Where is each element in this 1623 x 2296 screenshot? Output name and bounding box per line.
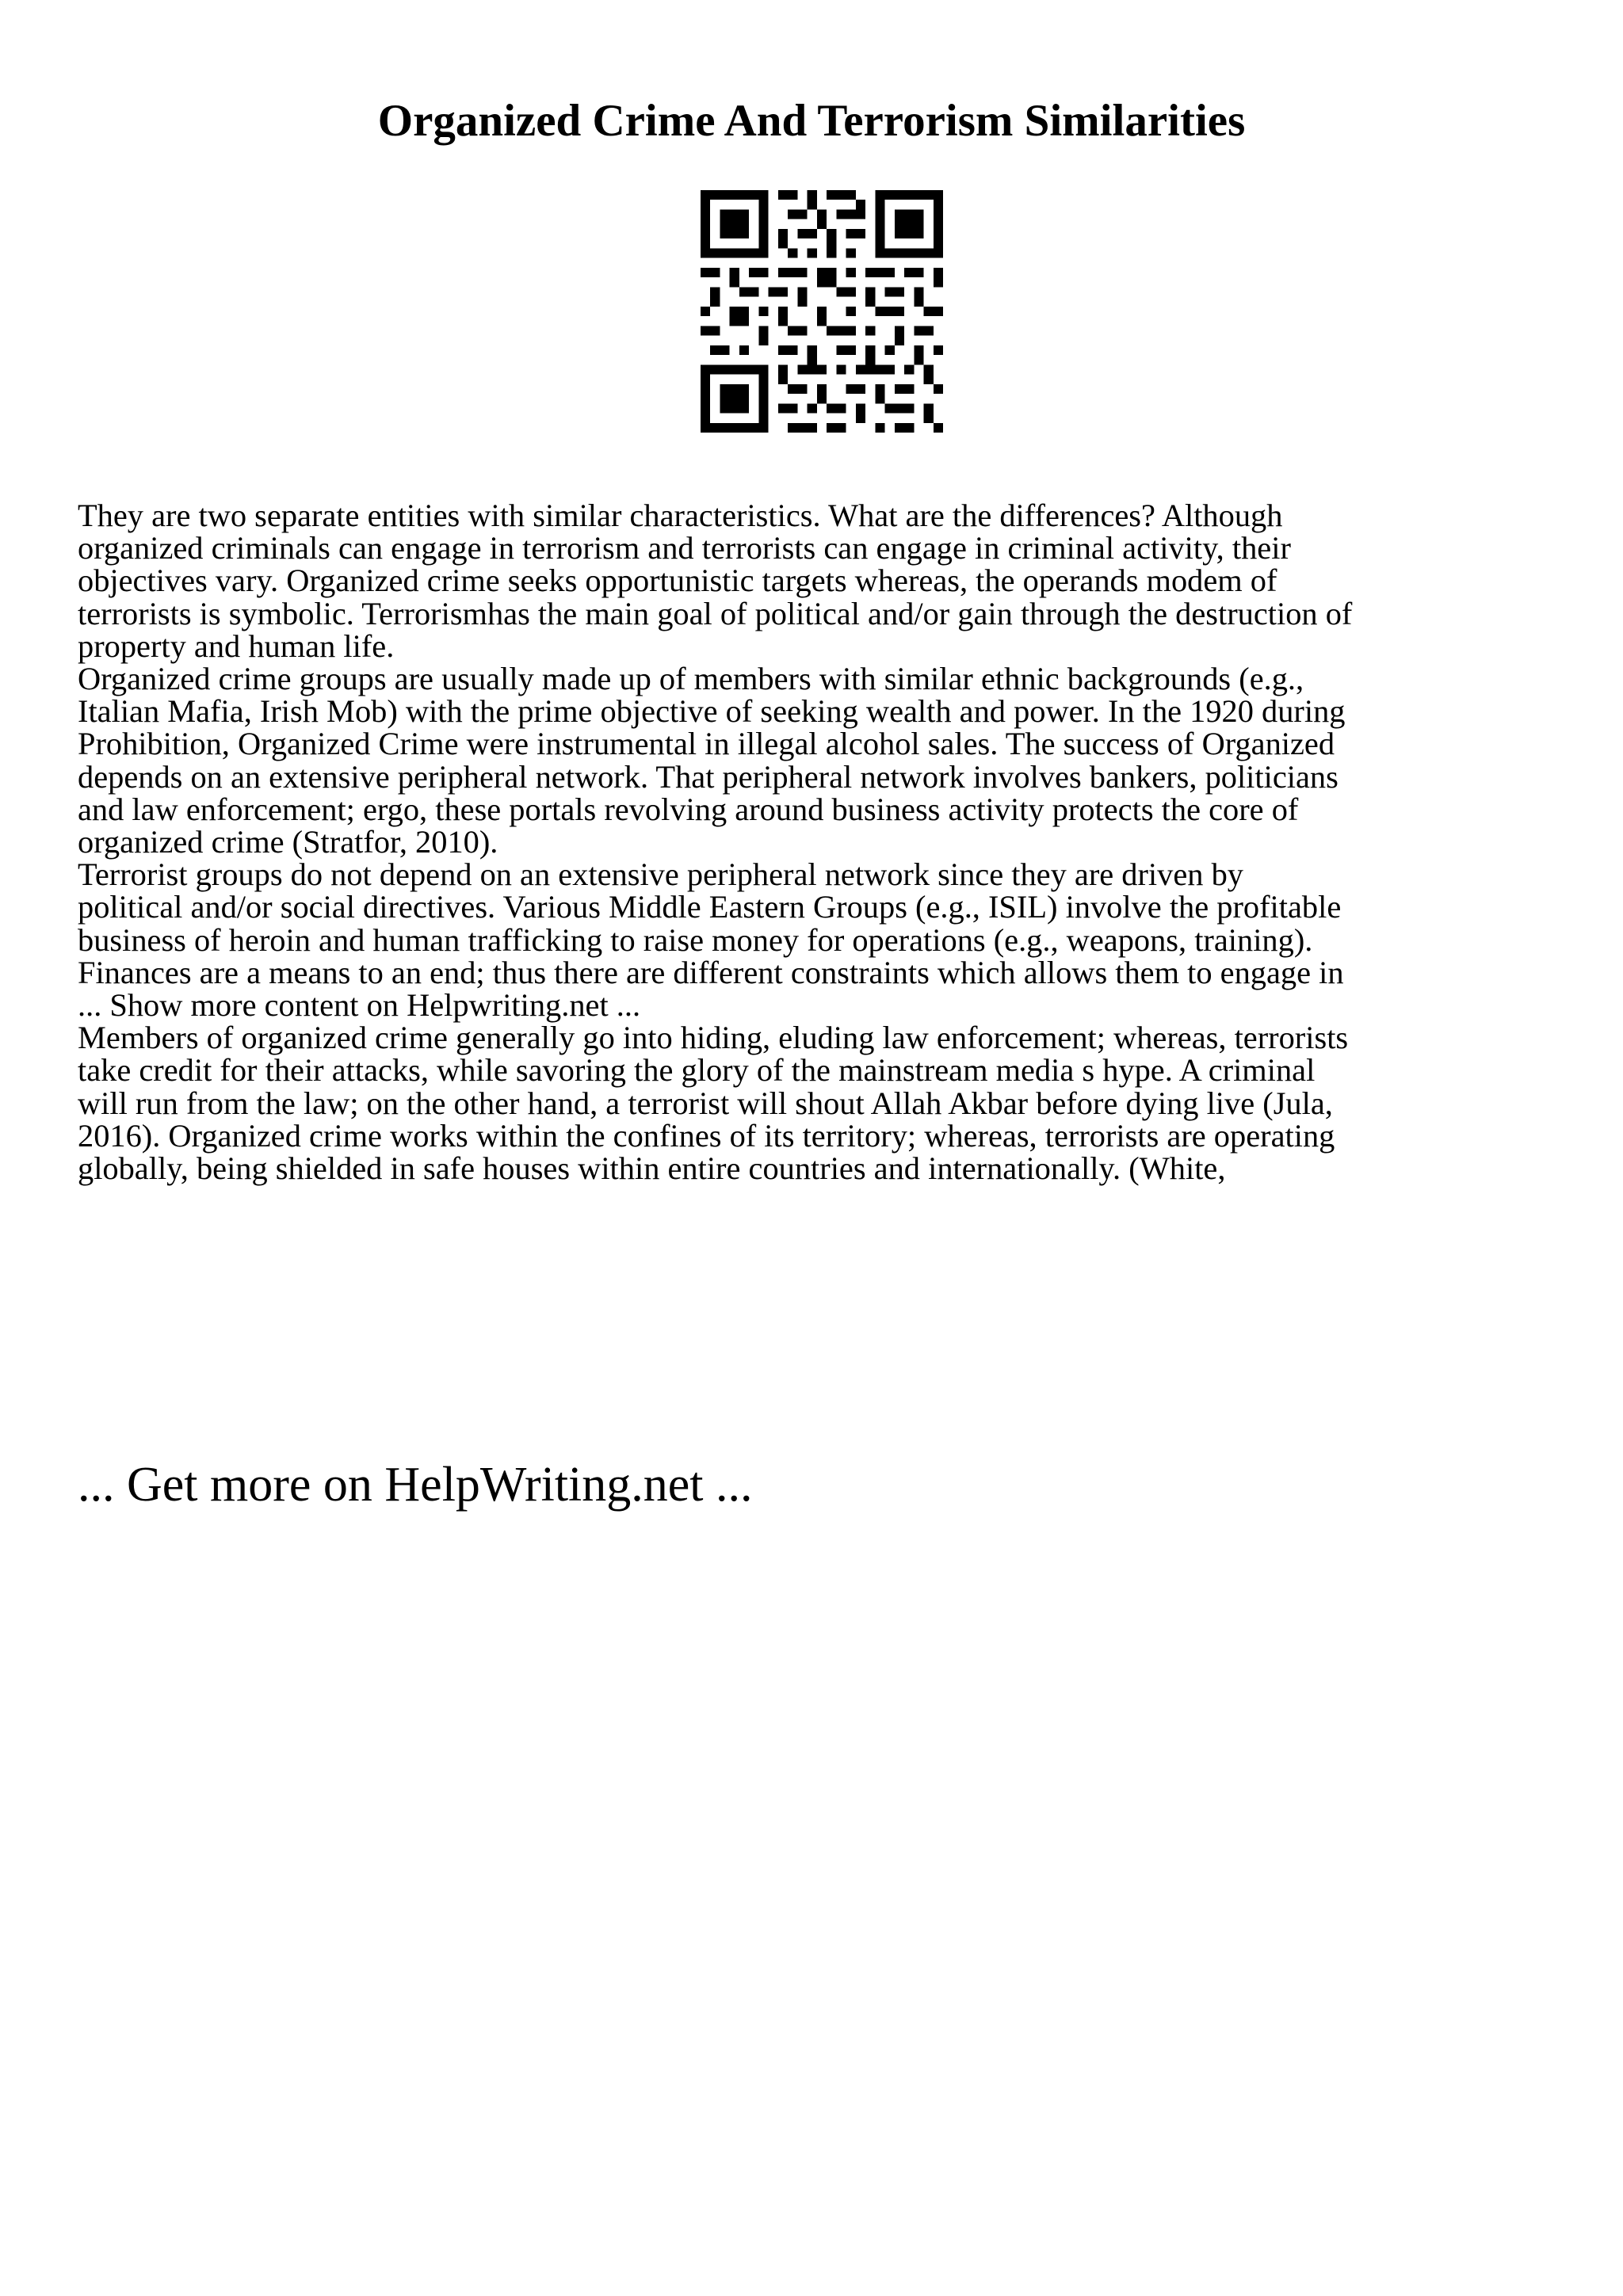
document-body [78, 498, 1583, 1187]
paragraph-3: Terrorist groups do not depend on an extensive peripheral network since they are driven by political and/or social directives. Various Middle Eastern Groups (e.g., ISIL) involve the profitable business of heroin and human trafficking to raise money for operations (e.g., weapons, training). Finances are a means to an end; thus there are different constraints which allows them to engage in ... Show more content on Helpwriting.net ... [78, 856, 1344, 1024]
paragraph-2: Organized crime groups are usually made up of members with similar ethnic backgrounds (e.g., Italian Mafia, Irish Mob) with the prime objective of seeking wealth and power. In the 1920 during Prohibition, Organized Crime were instrumental in illegal alcohol sales. The success of Organized depends on an extensive peripheral network. That peripheral network involves bankers, politicians and law enforcement; ergo, these portals revolving around business activity protects the core of organized crime (Stratfor, 2010). [78, 661, 1346, 860]
get-more-link[interactable]: ... Get more on HelpWriting.net ... [78, 1458, 753, 1512]
qr-code-icon [701, 190, 943, 433]
paragraph-1: They are two separate entities with similar characteristics. What are the differences? Although organized criminals can engage in terrorism and terrorists can engage in criminal activity, their objectives vary. Organized crime seeks opportunistic targets whereas, the operands modem of terrorists is symbolic. Terrorismhas the main goal of political and/or gain through the destruction of property and human life. [78, 498, 1353, 664]
paragraph-4: Members of organized crime generally go into hiding, eluding law enforcement; whereas, terrorists take credit for their attacks, while savoring the glory of the mainstream media s hype. A criminal will run from the law; on the other hand, a terrorist will shout Allah Akbar before dying live (Jula, 2016). Organized crime works within the confines of its territory; whereas, terrorists are operating globally, being shielded in safe houses within entire countries and internationally. (White, [78, 1020, 1349, 1187]
document-title: Organized Crime And Terrorism Similarities [377, 96, 1246, 146]
